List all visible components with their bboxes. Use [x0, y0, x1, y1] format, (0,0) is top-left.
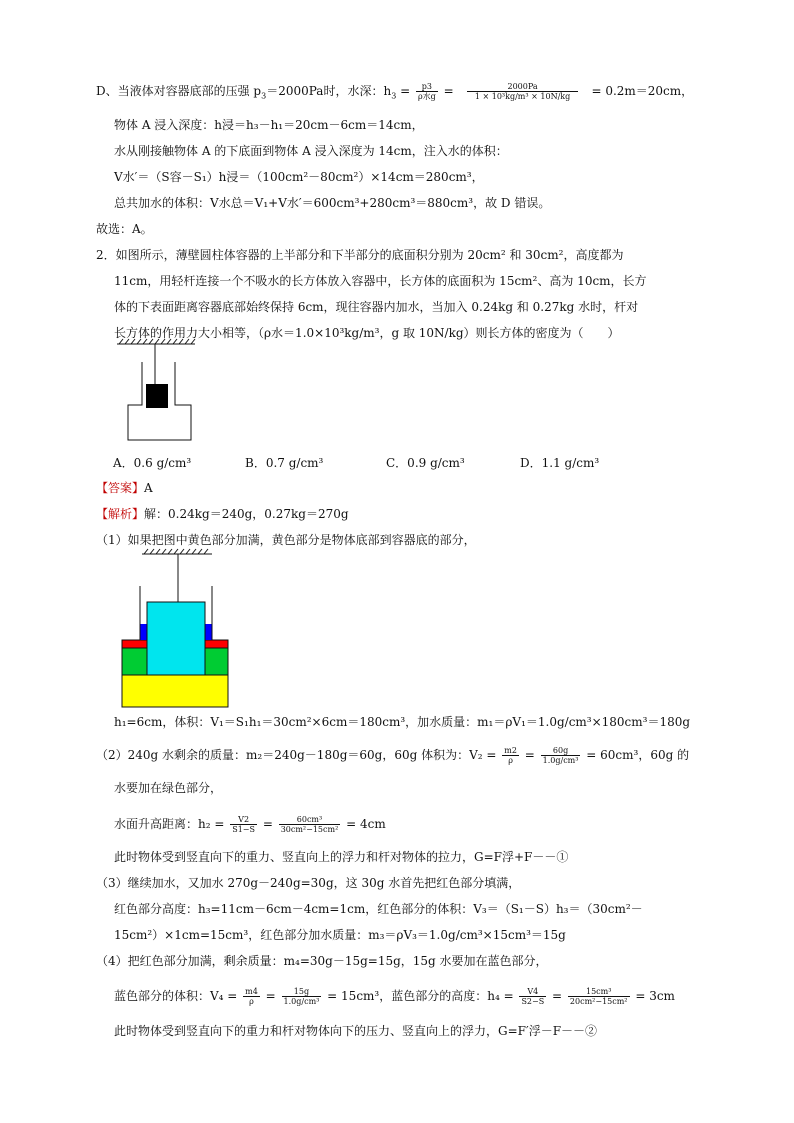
option-b: B．0.7 g/cm³ — [245, 456, 324, 470]
text-line: 总共加水的体积：V水总＝V₁+V水′＝600cm³+280cm³＝880cm³，故 D 错误。 — [114, 196, 551, 210]
yellow-section — [122, 675, 228, 707]
text: = — [396, 84, 414, 98]
text-line: h₁=6cm，体积：V₁＝S₁h₁＝30cm²×6cm＝180cm³，加水质量：m₁＝ρV₁＝1.0g/cm³×180cm³＝180g — [114, 715, 691, 729]
text-line: V水′＝（S容－S₁）h浸＝（100cm²－80cm²）×14cm＝280cm³， — [114, 170, 484, 184]
fraction: $\frac{p3}{\text{ρ水g}}$ — [417, 82, 436, 101]
cuboid — [147, 602, 205, 675]
text: = — [439, 84, 458, 98]
text-line: 水要加在绿色部分， — [114, 781, 223, 795]
subscript: 3 — [261, 91, 267, 101]
question-text: 长方体的作用力大小相等，（ρ水＝1.0×10³kg/m³，g 取 10N/kg）则长方体的密度为（ ） — [114, 326, 620, 340]
text-line: 水面升高距离：h₂ = $\frac{V2}{S1-S}$ = $\frac{\text{60cm³}}{\text{30cm²−15cm²}}$ = 4cm — [114, 815, 386, 834]
container-diagram — [115, 338, 215, 444]
text: D、当液体对容器底部的压强 p — [96, 84, 262, 98]
text-line: 此时物体受到竖直向下的重力和杆对物体向下的压力、竖直向上的浮力，G=F′浮－F－－② — [114, 1024, 598, 1038]
text-line: 蓝色部分的体积：V₄ = $\frac{m4}{\rho}$ = $\frac{15g}{\text{1.0g/cm³}}$ = 15cm³，蓝色部分的高度：h₄ = $\frac{V4}{S2-S}$ = $\frac{\text{15cm³}}{\text{20cm²−15cm²}}$ = 3cm — [114, 987, 675, 1006]
text: ＝2000Pa时，水深：h — [266, 84, 392, 98]
text-line: 故选：A。 — [96, 222, 153, 236]
analysis-line — [96, 506, 349, 522]
option-a: A．0.6 g/cm³ — [113, 456, 192, 470]
subscript: 3 — [391, 91, 397, 101]
option-d: D．1.1 g/cm³ — [520, 456, 600, 470]
text-line: （4）把红色部分加满，剩余质量：m₄=30g－15g=15g，15g 水要加在蓝色部分， — [96, 954, 548, 968]
answer-value: A — [144, 481, 153, 495]
answer-tag: 【答案】 — [96, 481, 145, 495]
text-line: 15cm²）×1cm=15cm³，红色部分加水质量：m₃＝ρV₃＝1.0g/cm³×15cm³＝15g — [114, 928, 566, 942]
fraction: $\frac{2000Pa}{\text{1 × 10³kg/m³ × 10N/kg}}$ — [467, 82, 577, 101]
text-line: （2）240g 水剩余的质量：m₂＝240g－180g＝60g，60g 体积为：V₂ = $\frac{m2}{\rho}$ = $\frac{60g}{\text{1.0g/cm³}}$ = 60cm³，60g 的 — [96, 746, 690, 765]
text-line: 物体 A 浸入深度：h浸＝h₃－h₁＝20cm－6cm＝14cm， — [114, 118, 424, 132]
question-text: 体的下表面距离容器底部始终保持 6cm，现往容器内加水，当加入 0.24kg 和 0.27kg 水时，杆对 — [114, 300, 639, 314]
colored-container-diagram — [116, 548, 232, 710]
analysis-value: 解：0.24kg＝240g，0.27kg＝270g — [144, 507, 349, 521]
question-text: 2．如图所示，薄壁圆柱体容器的上半部分和下半部分的底面积分别为 20cm² 和 30cm²，高度都为 — [96, 248, 624, 262]
analysis-tag: 【解析】 — [96, 507, 145, 521]
block — [146, 384, 168, 408]
question-text: 11cm，用轻杆连接一个不吸水的长方体放入容器中，长方体的底面积为 15cm²、高为 10cm，长方 — [114, 274, 647, 288]
text-line: 水从刚接触物体 A 的下底面到物体 A 浸入深度为 14cm，注入水的体积： — [114, 144, 508, 158]
option-d-analysis — [96, 82, 693, 101]
text-line: 红色部分高度：h₃=11cm－6cm－4cm=1cm，红色部分的体积：V₃＝（S₁－S）h₃＝（30cm²－ — [114, 902, 643, 916]
answer-line — [96, 480, 153, 496]
option-c: C．0.9 g/cm³ — [386, 456, 465, 470]
text-line: （1）如果把图中黄色部分加满，黄色部分是物体底部到容器底的部分， — [96, 533, 476, 547]
text: = 0.2m＝20cm， — [587, 84, 694, 98]
text-line: 此时物体受到竖直向下的重力、竖直向上的浮力和杆对物体的拉力，G=F浮+F－－① — [114, 850, 569, 864]
text-line: （3）继续加水，又加水 270g－240g=30g，这 30g 水首先把红色部分填满， — [96, 876, 521, 890]
